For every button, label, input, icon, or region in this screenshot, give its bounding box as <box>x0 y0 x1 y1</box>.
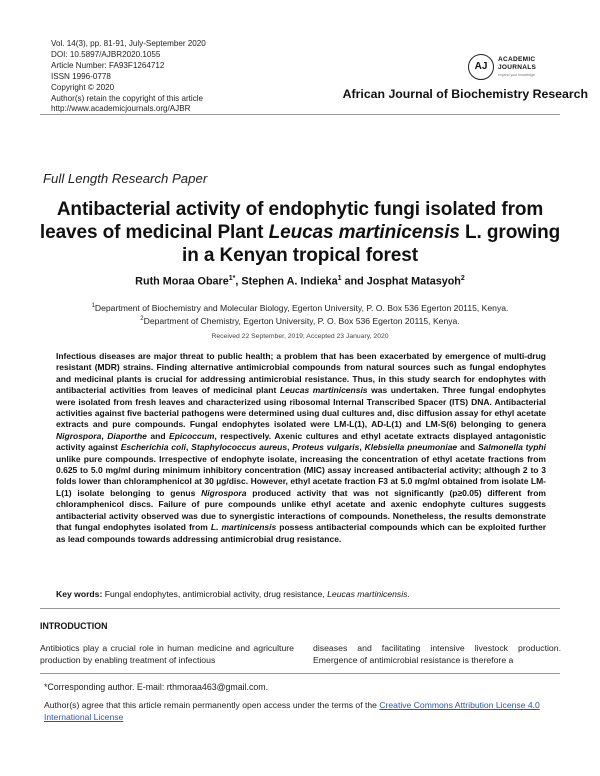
keywords <box>56 589 556 599</box>
keywords-end: . <box>407 589 410 599</box>
abstract-species: Escherichia coli <box>120 442 186 453</box>
abstract-genus: Nigrospora <box>201 487 247 498</box>
abstract-text: produced activity that was not significantly (p≥0.05) different from chloramphenicol discs. Failure of pure compounds unlike ethyl acetate and axenic endophyte cultures suggests antibacterial activity observed was due to synergistic interactions of compounds. Nonetheless, the results demonstrate that fungal endophytes isolated from <box>56 487 546 533</box>
license-link[interactable]: Creative Commons Attribution License 4.0 International License <box>44 700 540 722</box>
logo-line-2: JOURNALS <box>498 64 537 71</box>
meta-volume: Vol. 14(3), pp. 81-91, July-September 2020 <box>51 39 206 48</box>
meta-url[interactable]: http://www.academicjournals.org/AJBR <box>51 104 191 114</box>
meta-rights: Author(s) retain the copyright of this article <box>51 93 204 103</box>
abstract-text: Infectious diseases are major threat to public health; a problem that has been exacerbated by emergence of multi-drug resistant (MDR) strains. Finding alternative antimicrobial compounds from natural sources such as fungal endophytes and medicinal plants is crucial for addressing antimicrobial resistance. Thus, in this study search for endophytes with antibacterial activities from leaves of medicinal plant <box>56 351 546 396</box>
keywords-divider <box>40 608 560 609</box>
license-text: Author(s) agree that this article remain permanently open access under the terms of the <box>44 700 380 710</box>
abstract-text: , <box>185 442 192 453</box>
logo-wordmark <box>498 56 536 72</box>
abstract-text: and <box>146 430 170 441</box>
abstract-text: , <box>359 442 365 453</box>
abstract-text: , <box>101 430 108 441</box>
footer-divider <box>40 673 560 674</box>
affiliation-1 <box>30 301 570 314</box>
paper-type-label: Full Length Research Paper <box>43 171 208 186</box>
header-divider <box>40 114 560 115</box>
abstract-genus: Diaporthe <box>107 430 147 441</box>
author-affiliation-mark: 2 <box>460 275 465 282</box>
abstract <box>56 351 546 545</box>
logo-line-1: ACADEMIC <box>498 56 536 63</box>
affiliation-mark: 2 <box>140 316 144 323</box>
abstract-text: was undertaken. Three fungal endophytes were isolated from fresh leaves and characterized using ribosomal Internal Transcribed Spacer (ITS) DNA. Antibacterial activities against five bacterial pathogens were determined using dual cultures and, disc diffusion assay for ethyl acetate extracts and pure compounds. Fungal endophytes isolated were LM-L(1), AD-L(1) and LM-S(6) belonging to genera <box>56 385 546 430</box>
logo-mark-icon: AJ <box>468 54 494 80</box>
author-name: Ruth Moraa Obare <box>135 275 229 288</box>
received-dates: Received 22 September, 2019; Accepted 23 January, 2020 <box>211 333 389 340</box>
affiliation-2 <box>30 314 570 327</box>
intro-column-left: Antibiotics play a crucial role in human medicine and agriculture production by enabling treatment of infectious <box>40 643 294 665</box>
abstract-species: L. martinicensis <box>210 522 277 533</box>
article-metadata <box>51 39 206 115</box>
affiliation-mark: 1 <box>91 303 95 309</box>
abstract-genus: Nigrospora <box>56 430 102 441</box>
paper-title <box>30 198 570 267</box>
abstract-text: , respectively. Axenic cultures and ethyl acetate extracts displayed antagonistic activity against <box>56 430 546 453</box>
abstract-species: Proteus vulgaris <box>292 442 360 453</box>
license-statement <box>44 700 564 723</box>
author-name: Stephen A. Indieka <box>241 275 338 288</box>
author-affiliation-mark: 1* <box>228 275 236 282</box>
meta-article-number: Article Number: FA93F1264712 <box>51 60 165 70</box>
affiliation-text: Department of Biochemistry and Molecular Biology, Egerton University, P. O. Box 536 Egerton 20115, Kenya. <box>94 302 509 313</box>
publisher-logo <box>468 54 588 80</box>
keywords-species: Leucas martinicensis <box>327 589 408 599</box>
author-affiliation-mark: 1 <box>337 275 342 282</box>
author-separator: and <box>341 275 367 288</box>
keywords-label: Key words: <box>56 589 103 599</box>
abstract-species: Salmonella typhi <box>477 442 546 453</box>
meta-doi: DOI: 10.5897/AJBR2020.1055 <box>51 49 161 59</box>
abstract-species: Staphylococcus aureus <box>191 442 288 453</box>
meta-copyright: Copyright © 2020 <box>51 82 115 92</box>
journal-name: African Journal of Biochemistry Research <box>342 87 588 101</box>
logo-tagline: expand your knowledge <box>498 73 535 77</box>
corresponding-author: *Corresponding author. E-mail: rthmoraa463@gmail.com. <box>44 682 269 692</box>
intro-column-right: diseases and facilitating intensive livestock production. Emergence of antimicrobial resistance is therefore a <box>313 643 561 665</box>
keywords-text: Fungal endophytes, antimicrobial activity, drug resistance, <box>102 589 328 599</box>
section-heading-introduction: INTRODUCTION <box>40 621 108 631</box>
author-separator: , <box>235 275 242 288</box>
abstract-species: Klebsiella pneumoniae <box>364 442 458 453</box>
title-part-1: Antibacterial activity of endophytic fungi isolated from leaves of medicinal Plant <box>39 199 544 243</box>
abstract-species: Leucas martinicensis <box>279 385 368 396</box>
abstract-text: unlike pure compounds. Irrespective of endophyte isolate, increasing the concentration of ethyl acetate fractions from 0.625 to 5.0 mg/ml during minimum inhibitory concentration (MIC) assay increased antibacterial activity; although 2 to 3 folds lower than chloramphenicol at 30 µg/disc. However, ethyl acetate fraction F3 at 5.0 mg/ml obtained from isolate LM-L(1) isolate belonging to genus <box>56 453 546 498</box>
meta-issn: ISSN 1996-0778 <box>51 71 111 81</box>
abstract-text: possess antibacterial compounds which can be exploited further as lead compounds towards addressing antimicrobial drug resistance. <box>56 522 546 544</box>
author-list <box>30 275 570 288</box>
abstract-text: and <box>457 442 478 453</box>
abstract-genus: Epicoccum <box>169 430 215 441</box>
author-name: Josphat Matasyoh <box>366 275 461 288</box>
abstract-text: , <box>287 442 293 453</box>
title-species: Leucas martinicensis <box>268 222 460 243</box>
affiliations <box>30 301 570 328</box>
affiliation-text: Department of Chemistry, Egerton University, P. O. Box 536 Egerton 20115, Kenya. <box>143 316 460 327</box>
title-part-2: L. growing in a Kenyan tropical forest <box>182 222 561 266</box>
